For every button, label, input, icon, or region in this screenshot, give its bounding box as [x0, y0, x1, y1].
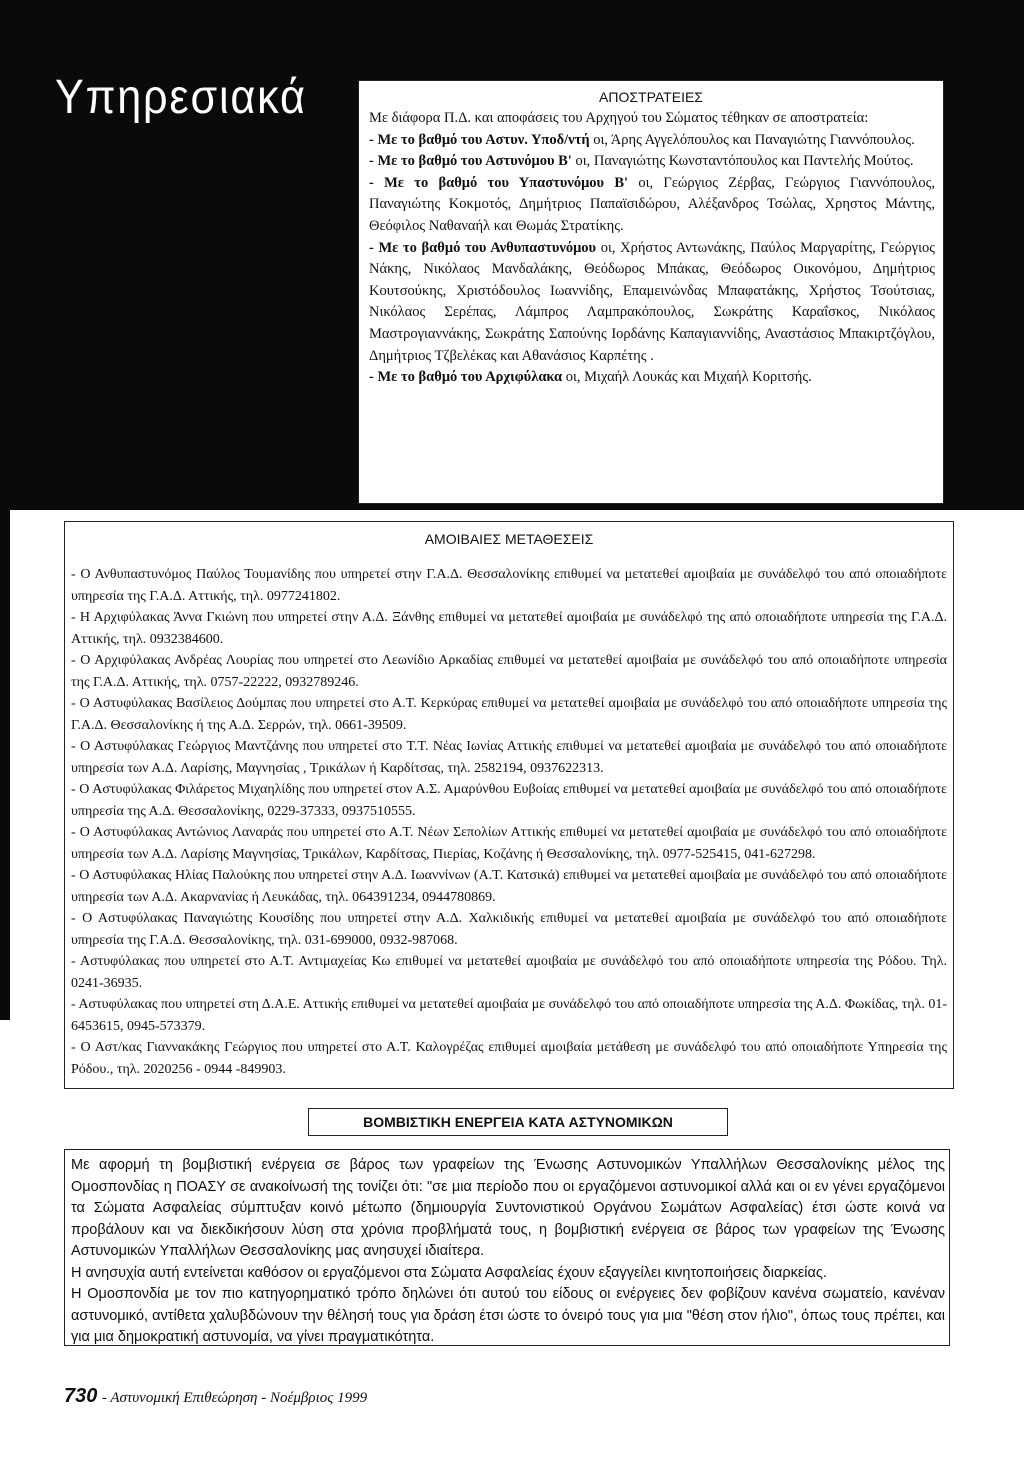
bombing-body: [71, 1155, 945, 1349]
bombing-title: ΒΟΜΒΙΣΤΙΚΗ ΕΝΕΡΓΕΙΑ ΚΑΤΑ ΑΣΤΥΝΟΜΙΚΩΝ: [308, 1108, 728, 1136]
rank-label: - Με το βαθμό του Υπαστυνόμου Β': [369, 174, 629, 191]
publication-info: - Αστυνομική Επιθεώρηση - Νοέμβριος 1999: [101, 1390, 368, 1406]
list-item: - Αστυφύλακας που υπηρετεί στο Α.Τ. Αντιμαχείας Κω επιθυμεί να μετατεθεί αμοιβαία με συνάδελφό του από οποιαδήποτε υπηρεσία της Ρόδου. Τηλ. 0241-36935.: [71, 954, 947, 991]
header-banner-edge: [0, 500, 10, 1020]
list-item: - Η Αρχιφύλακας Άννα Γκιώνη που υπηρετεί στην Α.Δ. Ξάνθης επιθυμεί να μετατεθεί αμοιβαία με συνάδελφό της από οποιαδήποτε υπηρεσία της Γ.Α.Δ. Αττικής, τηλ. 0932384600.: [71, 610, 947, 647]
page-footer: [64, 1385, 367, 1408]
list-item: [369, 151, 935, 173]
transfers-box: [64, 521, 954, 1089]
names-text: οι, Άρης Αγγελόπουλος και Παναγιώτης Γιαννόπουλος.: [589, 131, 915, 148]
list-item: [369, 173, 935, 238]
list-item: - Ο Αρχιφύλακας Ανδρέας Λουρίας που υπηρετεί στο Λεωνίδιο Αρκαδίας επιθυμεί να μετατεθεί αμοιβαία με συνάδελφό του από οποιαδήποτε υπηρεσία της Γ.Α.Δ. Αττικής, τηλ. 0757-22222, 0932789246.: [71, 653, 947, 690]
list-item: - Ο Αστυφύλακας Παναγιώτης Κουσίδης που υπηρετεί στην Α.Δ. Χαλκιδικής επιθυμεί να μετατεθεί αμοιβαία με συνάδελφό του από οποιαδήποτε υπηρεσία της Γ.Α.Δ. Θεσσαλονίκης, τηλ. 031-699000, 0932-987068.: [71, 911, 947, 948]
list-item: - Ο Αστυφύλακας Γεώργιος Μαντζάνης που υπηρετεί στο Τ.Τ. Νέας Ιωνίας Αττικής επιθυμεί να μετατεθεί αμοιβαία με συνάδελφό του από οποιαδήποτε υπηρεσία των Α.Δ. Λαρίσης, Μαγνησίας , Τρικάλων ή Καρδίτσας, τηλ. 2582194, 0937622313.: [71, 739, 947, 776]
rank-label: - Με το βαθμό του Αστυν. Υποδ/ντή: [369, 131, 590, 148]
page-number: 730: [64, 1385, 98, 1407]
list-item: [369, 130, 935, 152]
paragraph: Η Ομοσπονδία με τον πιο κατηγορηματικό τρόπο δηλώνει ότι αυτού του είδους οι ενέργειες δεν φοβίζουν κανένα σωματείο, κανέναν αστυνομικό, αντίθετα χαλυβδώνουν την θέλησή τους για δράση έτσι ώστε το όνειρό τους για μια "θέση στον ήλιο", όπως τους πρέπει, και για μια δημοκρατική αστυνομία, να γίνει πραγματικότητα.: [71, 1286, 945, 1345]
rank-label: - Με το βαθμό του Ανθυπαστυνόμου: [369, 239, 597, 256]
paragraph: Με αφορμή τη βομβιστική ενέργεια σε βάρος των γραφείων της Ένωσης Αστυνομικών Υπαλλήλων Θεσσαλονίκης μέλος της Ομοσπονδίας η ΠΟΑΣΥ σε ανακοίνωσή της τονίζει ότι: "σε μια περίοδο που οι εργαζόμενοι αστυνομικοί αλλά και οι εν γένει εργαζόμενοι τα Σώματα Ασφαλείας σύμπτυξαν κοινό μέτωπο (δημιουργία Συντονιστικού Οργάνου Σωμάτων Ασφαλείας) έτσι ώστε κοινά να προβάλουν και να διεκδικήσουν λύση στα χρόνια προβλήματά τους, η βομβιστική ενέργεια σε βάρος των γραφείων της Ένωσης Αστυνομικών Υπαλλήλων Θεσσαλονίκης μας ανησυχεί ιδιαίτερα.: [71, 1157, 945, 1259]
list-item: - Αστυφύλακας που υπηρετεί στη Δ.Α.Ε. Αττικής επιθυμεί να μετατεθεί αμοιβαία με συνάδελφό του από οποιαδήποτε υπηρεσία της Α.Δ. Φωκίδας, τηλ. 01-6453615, 0945-573379.: [71, 997, 948, 1034]
retirements-intro: Με διάφορα Π.Δ. και αποφάσεις του Αρχηγού του Σώματος τέθηκαν σε αποστρατεία:: [369, 110, 869, 126]
list-item: - Ο Αστ/κας Γιαννακάκης Γεώργιος που υπηρετεί στο Α.Τ. Καλογρέζας επιθυμεί αμοιβαία μετάθεση με συνάδελφό του από οποιαδήποτε Υπηρεσία της Ρόδου., τηλ. 2020256 - 0944 -849903.: [71, 1040, 947, 1077]
paragraph: Η ανησυχία αυτή εντείνεται καθόσον οι εργαζόμενοι στα Σώματα Ασφαλείας έχουν εξαγγείλει κινητοποιήσεις διαρκείας.: [71, 1264, 827, 1281]
names-text: οι, Μιχαήλ Λουκάς και Μιχαήλ Κοριτσής.: [562, 369, 812, 386]
retirements-box: [358, 80, 944, 504]
list-item: - Ο Αστυφύλακας Βασίλειος Δούμπας που υπηρετεί στο Α.Τ. Κερκύρας επιθυμεί να μετατεθεί αμοιβαία με συνάδελφό του από οποιαδήποτε υπηρεσία της Γ.Α.Δ. Θεσσαλονίκης ή της Α.Δ. Σερρών, τηλ. 0661-39509.: [71, 696, 947, 733]
names-text: οι, Χρήστος Αντωνάκης, Παύλος Μαργαρίτης, Γεώργιος Νάκης, Νικόλαος Μανδαλάκης, Θεόδωρος Μπάκας, Θεόδωρος Οικονόμου, Δημήτριος Κουτσούκης, Χριστόδουλος Ιωαννίδης, Επαμεινώνδας Μπαφατάκης, Χρήστος Τσούτσιας, Νικόλαος Σερέπας, Λάμπρος Λαμπρακόπουλος, Σωκράτης Καραΐσκος, Νικόλαος Μαστρογιαννάκης, Σωκράτης Σαπούνης Ιορδάνης Καπαγιαννίδης, Αναστάσιος Μπακιρτζόγλου, Δημήτριος Τζβελέκας και Αθανάσιος Καρπέτης .: [369, 239, 935, 364]
list-item: [369, 367, 935, 389]
names-text: οι, Παναγιώτης Κωνσταντόπουλος και Παντελής Μούτος.: [571, 153, 914, 170]
bombing-box: [64, 1149, 950, 1346]
list-item: - Ο Αστυφύλακας Ηλίας Παλούκης που υπηρετεί στην Α.Δ. Ιωαννίνων (Α.Τ. Κατσικά) επιθυμεί να μετατεθεί αμοιβαία με συνάδελφό του από οποιαδήποτε υπηρεσία των Α.Δ. Ακαρνανίας ή Λευκάδας, τηλ. 064391234, 0944780869.: [71, 868, 947, 905]
rank-label: - Με το βαθμό του Αστυνόμου Β': [369, 153, 572, 170]
transfers-title: ΑΜΟΙΒΑΙΕΣ ΜΕΤΑΘΕΣΕΙΣ: [424, 531, 594, 547]
transfers-body: [71, 564, 947, 1080]
rank-label: - Με το βαθμό του Αρχιφύλακα: [369, 369, 563, 386]
section-title: Υπηρεσιακά: [55, 71, 307, 124]
retirements-title: ΑΠΟΣΤΡΑΤΕΙΕΣ: [599, 89, 703, 105]
names-text: οι, Γεώργιος Ζέρβας, Γεώργιος Γιαννόπουλος, Παναγιώτης Κοκμοτός, Δημήτριος Παπαϊσιδώρου, Αλέξανδρος Τσώλας, Χρηστος Μάντης, Θεόφιλος Ναθαναήλ και Θωμάς Στρατίκης.: [369, 174, 935, 234]
retirements-body: [369, 108, 935, 389]
list-item: - Ο Ανθυπαστυνόμος Παύλος Τουμανίδης που υπηρετεί στην Γ.Α.Δ. Θεσσαλονίκης επιθυμεί να μετατεθεί αμοιβαία με συνάδελφό του από οποιαδήποτε υπηρεσία της Γ.Α.Δ. Αττικής, τηλ. 0977241802.: [71, 567, 947, 604]
list-item: - Ο Αστυφύλακας Φιλάρετος Μιχαηλίδης που υπηρετεί στον Α.Σ. Αμαρύνθου Ευβοίας επιθυμεί να μετατεθεί αμοιβαία με συνάδελφό του από οποιαδήποτε υπηρεσία της Α.Δ. Θεσσαλονίκης, 0229-37333, 0937510555.: [71, 782, 947, 819]
list-item: - Ο Αστυφύλακας Αντώνιος Λαναράς που υπηρετεί στο Α.Τ. Νέων Σεπολίων Αττικής επιθυμεί να μετατεθεί αμοιβαία με συνάδελφό του από οποιαδήποτε υπηρεσία των Α.Δ. Λαρίσης Μαγνησίας, Τρικάλων, Καρδίτσας, Πιερίας, Κοζάνης ή Θεσσαλονίκης, τηλ. 0977-525415, 041-627298.: [71, 825, 947, 862]
list-item: [369, 238, 935, 368]
